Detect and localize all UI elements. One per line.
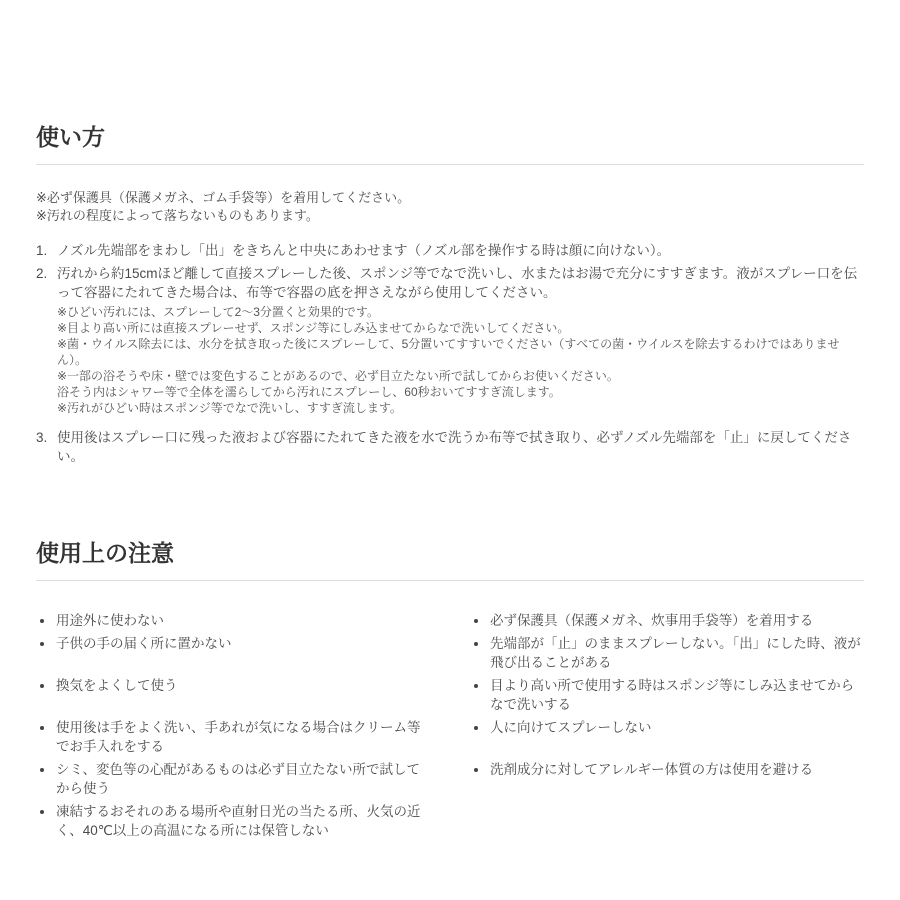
bullet-text: 洗剤成分に対してアレルギー体質の方は使用を避ける <box>490 762 814 777</box>
usage-section-head <box>36 0 864 165</box>
step-number: 2. <box>36 266 48 281</box>
step-subnote: ※一部の浴そうや床・壁では変色することがあるので、必ず目立たない所で試してからお使いください。 <box>57 369 619 383</box>
bullet-dot <box>40 642 44 646</box>
bullet-dot <box>474 684 478 688</box>
bullet-item <box>36 611 430 630</box>
bullet-item <box>470 760 864 798</box>
bullet-text: 用途外に使わない <box>56 613 164 628</box>
usage-steps <box>36 241 864 466</box>
step-subnote: ※汚れがひどい時はスポンジ等でなで洗いし、すすぎ流します。 <box>57 401 402 415</box>
precautions-title: 使用上の注意 <box>36 540 174 566</box>
bullet-text: 先端部が「止」のままスプレーしない。「出」にした時、液が飛び出ることがある <box>490 636 861 670</box>
step-text <box>57 264 864 424</box>
step-subnotes <box>57 304 864 416</box>
usage-notes <box>36 189 864 225</box>
step-item <box>36 264 864 424</box>
bullet-text: 必ず保護具（保護メガネ、炊事用手袋等）を着用する <box>490 613 814 628</box>
precautions-section-head <box>36 470 864 581</box>
bullet-text: シミ、変色等の心配があるものは必ず目立たない所で試してから使う <box>56 762 420 796</box>
step-item <box>36 241 864 260</box>
bullet-text: 使用後は手をよく洗い、手あれが気になる場合はクリーム等でお手入れをする <box>56 720 421 754</box>
step-text: 使用後はスプレー口に残った液および容器にたれてきた液を水で洗うか布等で拭き取り、必ずノズル先端部を「止」に戻してください。 <box>57 430 852 464</box>
precautions-grid <box>36 611 864 844</box>
bullet-dot <box>40 810 44 814</box>
bullet-text: 目より高い所で使用する時はスポンジ等にしみ込ませてからなで洗いする <box>490 678 855 712</box>
empty-cell <box>470 802 864 844</box>
bullet-dot <box>474 619 478 623</box>
bullet-item <box>36 760 430 798</box>
step-subnote: ※ひどい汚れには、スプレーして2～3分置くと効果的です。 <box>57 305 379 319</box>
section-usage <box>36 0 864 466</box>
step-item <box>36 428 864 466</box>
bullet-text: 換気をよくして使う <box>56 678 178 693</box>
step-subnote: ※目より高い所には直接スプレーせず、スポンジ等にしみ込ませてからなで洗いしてください。 <box>57 321 570 335</box>
bullet-dot <box>474 726 478 730</box>
bullet-dot <box>40 768 44 772</box>
bullet-item <box>470 611 864 630</box>
step-subnote: 浴そう内はシャワー等で全体を濡らしてから汚れにスプレーし、60秒おいてすすぎ流します。 <box>57 385 561 399</box>
usage-title: 使い方 <box>36 124 105 150</box>
bullet-item <box>36 634 430 672</box>
bullet-dot <box>474 768 478 772</box>
step-number: 3. <box>36 430 48 445</box>
step-text: ノズル先端部をまわし「出」をきちんと中央にあわせます（ノズル部を操作する時は顔に向けない）。 <box>57 243 671 258</box>
bullet-item <box>470 634 864 672</box>
bullet-item <box>36 676 430 714</box>
bullet-dot <box>40 684 44 688</box>
bullet-text: 子供の手の届く所に置かない <box>56 636 232 651</box>
bullet-text: 人に向けてスプレーしない <box>490 720 652 735</box>
bullet-text: 凍結するおそれのある場所や直射日光の当たる所、火気の近く、40℃以上の高温になる所には保管しない <box>56 804 421 838</box>
step-number: 1. <box>36 243 48 258</box>
bullet-item <box>36 718 430 756</box>
step-text-main: 汚れから約15cmほど離して直接スプレーした後、スポンジ等でなで洗いし、水またはお湯で充分にすすぎます。液がスプレー口を伝って容器にたれてきた場合は、布等で容器の底を押さえながら使用してください。 <box>57 266 858 300</box>
usage-note: ※汚れの程度によって落ちないものもあります。 <box>36 208 319 223</box>
bullet-item <box>470 718 864 756</box>
step-subnote: ※菌・ウイルス除去には、水分を拭き取った後にスプレーして、5分置いてすすいでください（すべての菌・ウイルスを除去するわけではありません）。 <box>57 337 840 367</box>
bullet-item <box>36 802 430 840</box>
section-precautions <box>36 470 864 844</box>
usage-note: ※必ず保護具（保護メガネ、ゴム手袋等）を着用してください。 <box>36 190 411 205</box>
bullet-dot <box>40 726 44 730</box>
bullet-dot <box>40 619 44 623</box>
bullet-dot <box>474 642 478 646</box>
bullet-item <box>470 676 864 714</box>
